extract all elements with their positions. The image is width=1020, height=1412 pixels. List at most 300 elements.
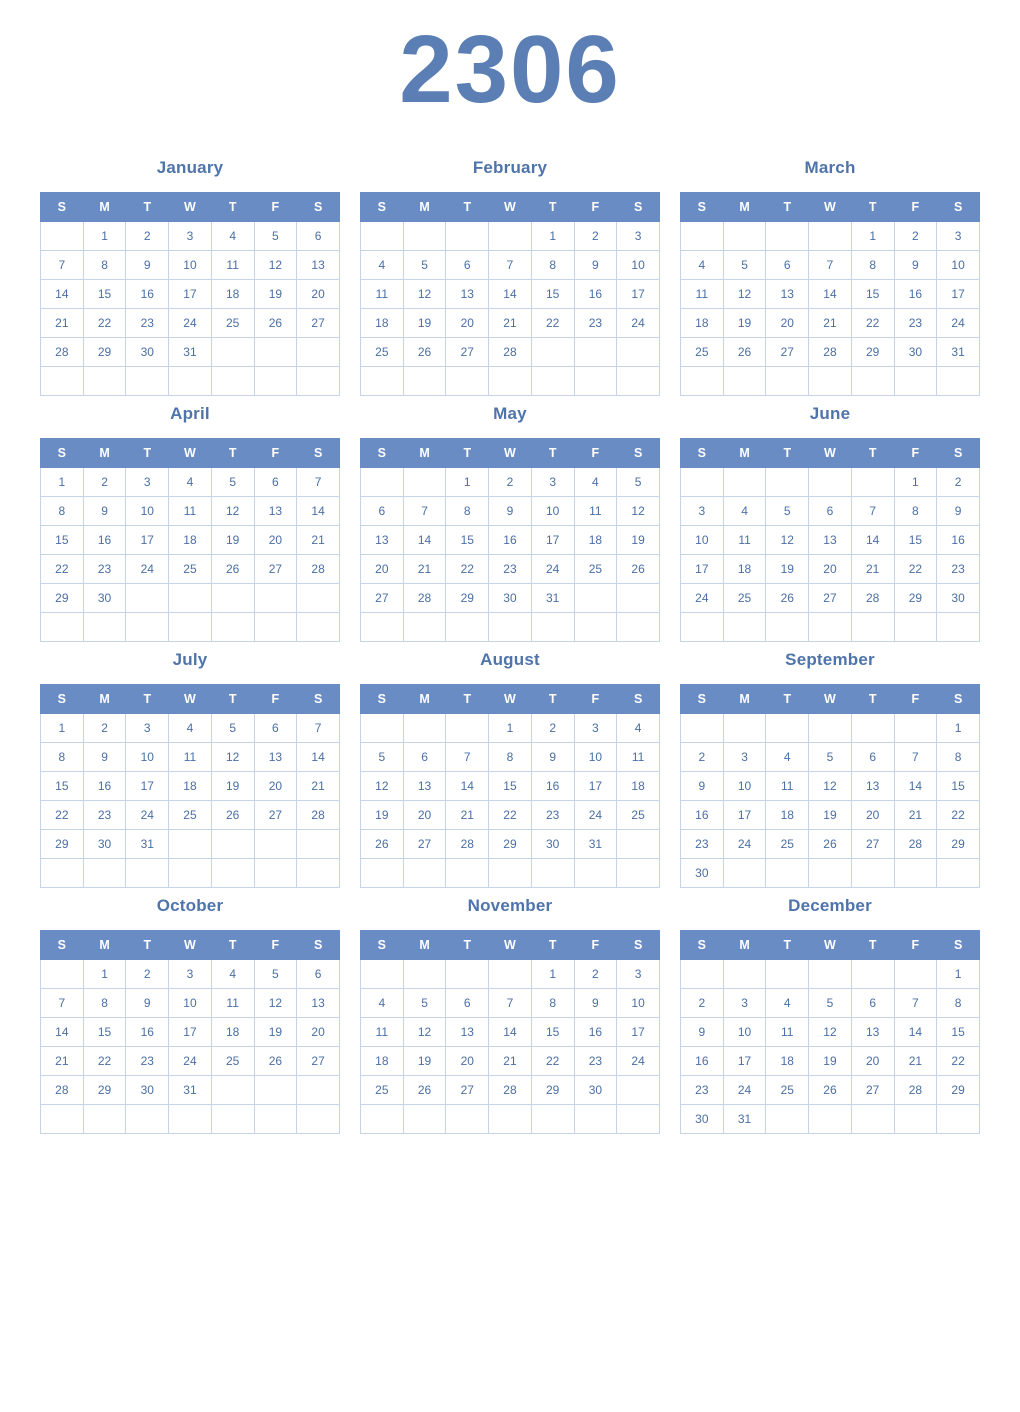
day-cell[interactable]: 16 [531,772,574,801]
day-cell[interactable]: 13 [446,280,489,309]
day-cell[interactable]: 22 [446,555,489,584]
day-cell[interactable]: 10 [617,251,660,280]
day-cell[interactable]: 21 [41,1047,84,1076]
day-cell[interactable]: 11 [169,497,212,526]
day-cell[interactable]: 25 [617,801,660,830]
day-cell[interactable]: 1 [41,714,84,743]
day-cell[interactable]: 11 [574,497,617,526]
day-cell[interactable]: 16 [574,280,617,309]
day-cell[interactable]: 28 [809,338,852,367]
day-cell[interactable]: 29 [446,584,489,613]
day-cell[interactable]: 30 [531,830,574,859]
day-cell[interactable]: 23 [574,1047,617,1076]
day-cell[interactable]: 13 [254,743,297,772]
day-cell[interactable]: 20 [297,280,340,309]
day-cell[interactable]: 15 [531,1018,574,1047]
day-cell[interactable]: 8 [41,497,84,526]
day-cell[interactable]: 7 [489,989,532,1018]
day-cell[interactable]: 30 [681,859,724,888]
day-cell[interactable]: 3 [617,960,660,989]
day-cell[interactable]: 13 [297,251,340,280]
day-cell[interactable]: 10 [126,497,169,526]
day-cell[interactable]: 6 [297,222,340,251]
day-cell[interactable]: 21 [297,526,340,555]
day-cell[interactable]: 20 [446,1047,489,1076]
day-cell[interactable]: 30 [126,1076,169,1105]
day-cell[interactable]: 26 [809,830,852,859]
day-cell[interactable]: 16 [489,526,532,555]
day-cell[interactable]: 29 [937,1076,980,1105]
day-cell[interactable]: 4 [766,989,809,1018]
day-cell[interactable]: 3 [723,743,766,772]
day-cell[interactable]: 6 [254,714,297,743]
day-cell[interactable]: 21 [851,555,894,584]
day-cell[interactable]: 5 [809,989,852,1018]
day-cell[interactable]: 27 [254,801,297,830]
day-cell[interactable]: 14 [41,1018,84,1047]
day-cell[interactable]: 20 [297,1018,340,1047]
day-cell[interactable]: 7 [809,251,852,280]
day-cell[interactable]: 5 [766,497,809,526]
day-cell[interactable]: 7 [297,714,340,743]
day-cell[interactable]: 19 [361,801,404,830]
day-cell[interactable]: 23 [531,801,574,830]
day-cell[interactable]: 26 [403,1076,446,1105]
day-cell[interactable]: 10 [169,989,212,1018]
day-cell[interactable]: 28 [403,584,446,613]
day-cell[interactable]: 25 [766,830,809,859]
day-cell[interactable]: 17 [617,280,660,309]
day-cell[interactable]: 27 [403,830,446,859]
day-cell[interactable]: 26 [211,801,254,830]
day-cell[interactable]: 17 [681,555,724,584]
day-cell[interactable]: 27 [297,1047,340,1076]
day-cell[interactable]: 14 [809,280,852,309]
day-cell[interactable]: 10 [574,743,617,772]
day-cell[interactable]: 19 [403,309,446,338]
day-cell[interactable]: 19 [723,309,766,338]
day-cell[interactable]: 24 [723,830,766,859]
day-cell[interactable]: 30 [489,584,532,613]
day-cell[interactable]: 12 [723,280,766,309]
day-cell[interactable]: 8 [83,989,126,1018]
day-cell[interactable]: 17 [169,280,212,309]
day-cell[interactable]: 9 [126,989,169,1018]
day-cell[interactable]: 18 [211,1018,254,1047]
day-cell[interactable]: 17 [126,772,169,801]
day-cell[interactable]: 1 [851,222,894,251]
day-cell[interactable]: 4 [169,468,212,497]
day-cell[interactable]: 11 [766,772,809,801]
day-cell[interactable]: 6 [297,960,340,989]
day-cell[interactable]: 8 [446,497,489,526]
day-cell[interactable]: 2 [681,743,724,772]
day-cell[interactable]: 20 [361,555,404,584]
day-cell[interactable]: 29 [851,338,894,367]
day-cell[interactable]: 25 [574,555,617,584]
day-cell[interactable]: 14 [446,772,489,801]
day-cell[interactable]: 23 [83,801,126,830]
day-cell[interactable]: 3 [723,989,766,1018]
day-cell[interactable]: 12 [809,772,852,801]
day-cell[interactable]: 26 [403,338,446,367]
day-cell[interactable]: 18 [723,555,766,584]
day-cell[interactable]: 1 [937,960,980,989]
day-cell[interactable]: 17 [126,526,169,555]
day-cell[interactable]: 14 [894,1018,937,1047]
day-cell[interactable]: 8 [851,251,894,280]
day-cell[interactable]: 1 [894,468,937,497]
day-cell[interactable]: 21 [41,309,84,338]
day-cell[interactable]: 12 [211,497,254,526]
day-cell[interactable]: 5 [211,468,254,497]
day-cell[interactable]: 4 [361,989,404,1018]
day-cell[interactable]: 3 [617,222,660,251]
day-cell[interactable]: 23 [894,309,937,338]
day-cell[interactable]: 18 [574,526,617,555]
day-cell[interactable]: 5 [254,960,297,989]
day-cell[interactable]: 27 [254,555,297,584]
day-cell[interactable]: 26 [254,1047,297,1076]
day-cell[interactable]: 20 [403,801,446,830]
day-cell[interactable]: 14 [489,280,532,309]
day-cell[interactable]: 14 [297,743,340,772]
day-cell[interactable]: 24 [126,555,169,584]
day-cell[interactable]: 22 [531,309,574,338]
day-cell[interactable]: 16 [126,280,169,309]
day-cell[interactable]: 4 [681,251,724,280]
day-cell[interactable]: 6 [809,497,852,526]
day-cell[interactable]: 5 [403,251,446,280]
day-cell[interactable]: 9 [894,251,937,280]
day-cell[interactable]: 19 [254,280,297,309]
day-cell[interactable]: 3 [126,468,169,497]
day-cell[interactable]: 18 [617,772,660,801]
day-cell[interactable]: 2 [126,960,169,989]
day-cell[interactable]: 30 [83,584,126,613]
day-cell[interactable]: 3 [574,714,617,743]
day-cell[interactable]: 4 [617,714,660,743]
day-cell[interactable]: 8 [41,743,84,772]
day-cell[interactable]: 21 [809,309,852,338]
day-cell[interactable]: 24 [531,555,574,584]
day-cell[interactable]: 30 [83,830,126,859]
day-cell[interactable]: 18 [766,1047,809,1076]
day-cell[interactable]: 6 [254,468,297,497]
day-cell[interactable]: 23 [681,830,724,859]
day-cell[interactable]: 29 [937,830,980,859]
day-cell[interactable]: 8 [489,743,532,772]
day-cell[interactable]: 1 [83,222,126,251]
day-cell[interactable]: 1 [446,468,489,497]
day-cell[interactable]: 1 [41,468,84,497]
day-cell[interactable]: 1 [937,714,980,743]
day-cell[interactable]: 29 [83,1076,126,1105]
day-cell[interactable]: 28 [489,338,532,367]
day-cell[interactable]: 10 [617,989,660,1018]
day-cell[interactable]: 30 [681,1105,724,1134]
day-cell[interactable]: 15 [41,526,84,555]
day-cell[interactable]: 9 [83,497,126,526]
day-cell[interactable]: 10 [723,1018,766,1047]
day-cell[interactable]: 15 [894,526,937,555]
day-cell[interactable]: 7 [297,468,340,497]
day-cell[interactable]: 11 [361,280,404,309]
day-cell[interactable]: 9 [574,251,617,280]
day-cell[interactable]: 9 [489,497,532,526]
day-cell[interactable]: 14 [894,772,937,801]
day-cell[interactable]: 8 [937,743,980,772]
day-cell[interactable]: 13 [403,772,446,801]
day-cell[interactable]: 10 [126,743,169,772]
day-cell[interactable]: 29 [83,338,126,367]
day-cell[interactable]: 3 [681,497,724,526]
day-cell[interactable]: 19 [617,526,660,555]
day-cell[interactable]: 2 [894,222,937,251]
day-cell[interactable]: 20 [809,555,852,584]
day-cell[interactable]: 17 [574,772,617,801]
day-cell[interactable]: 26 [723,338,766,367]
day-cell[interactable]: 2 [83,468,126,497]
day-cell[interactable]: 22 [851,309,894,338]
day-cell[interactable]: 21 [894,1047,937,1076]
day-cell[interactable]: 23 [489,555,532,584]
day-cell[interactable]: 2 [574,222,617,251]
day-cell[interactable]: 28 [894,830,937,859]
day-cell[interactable]: 19 [809,1047,852,1076]
day-cell[interactable]: 12 [403,280,446,309]
day-cell[interactable]: 21 [894,801,937,830]
day-cell[interactable]: 24 [681,584,724,613]
day-cell[interactable]: 27 [851,830,894,859]
day-cell[interactable]: 13 [809,526,852,555]
day-cell[interactable]: 5 [211,714,254,743]
day-cell[interactable]: 15 [41,772,84,801]
day-cell[interactable]: 15 [937,772,980,801]
day-cell[interactable]: 26 [211,555,254,584]
day-cell[interactable]: 12 [254,251,297,280]
day-cell[interactable]: 9 [83,743,126,772]
day-cell[interactable]: 18 [169,772,212,801]
day-cell[interactable]: 14 [851,526,894,555]
day-cell[interactable]: 6 [851,743,894,772]
day-cell[interactable]: 10 [531,497,574,526]
day-cell[interactable]: 21 [446,801,489,830]
day-cell[interactable]: 21 [403,555,446,584]
day-cell[interactable]: 31 [574,830,617,859]
day-cell[interactable]: 26 [809,1076,852,1105]
day-cell[interactable]: 25 [169,801,212,830]
day-cell[interactable]: 11 [361,1018,404,1047]
day-cell[interactable]: 13 [361,526,404,555]
day-cell[interactable]: 31 [937,338,980,367]
day-cell[interactable]: 4 [211,960,254,989]
day-cell[interactable]: 12 [403,1018,446,1047]
day-cell[interactable]: 20 [766,309,809,338]
day-cell[interactable]: 7 [851,497,894,526]
day-cell[interactable]: 10 [937,251,980,280]
day-cell[interactable]: 18 [361,309,404,338]
day-cell[interactable]: 28 [41,338,84,367]
day-cell[interactable]: 24 [169,309,212,338]
day-cell[interactable]: 4 [169,714,212,743]
day-cell[interactable]: 3 [126,714,169,743]
day-cell[interactable]: 7 [894,989,937,1018]
day-cell[interactable]: 18 [766,801,809,830]
day-cell[interactable]: 10 [681,526,724,555]
day-cell[interactable]: 16 [83,526,126,555]
day-cell[interactable]: 19 [766,555,809,584]
day-cell[interactable]: 19 [211,772,254,801]
day-cell[interactable]: 22 [489,801,532,830]
day-cell[interactable]: 1 [489,714,532,743]
day-cell[interactable]: 11 [169,743,212,772]
day-cell[interactable]: 1 [531,222,574,251]
day-cell[interactable]: 17 [617,1018,660,1047]
day-cell[interactable]: 22 [41,555,84,584]
day-cell[interactable]: 5 [809,743,852,772]
day-cell[interactable]: 23 [681,1076,724,1105]
day-cell[interactable]: 17 [531,526,574,555]
day-cell[interactable]: 27 [766,338,809,367]
day-cell[interactable]: 7 [489,251,532,280]
day-cell[interactable]: 30 [574,1076,617,1105]
day-cell[interactable]: 11 [211,989,254,1018]
day-cell[interactable]: 28 [41,1076,84,1105]
day-cell[interactable]: 9 [681,772,724,801]
day-cell[interactable]: 7 [403,497,446,526]
day-cell[interactable]: 8 [531,989,574,1018]
day-cell[interactable]: 3 [531,468,574,497]
day-cell[interactable]: 4 [211,222,254,251]
day-cell[interactable]: 19 [403,1047,446,1076]
day-cell[interactable]: 11 [766,1018,809,1047]
day-cell[interactable]: 11 [723,526,766,555]
day-cell[interactable]: 17 [169,1018,212,1047]
day-cell[interactable]: 24 [126,801,169,830]
day-cell[interactable]: 15 [446,526,489,555]
day-cell[interactable]: 14 [403,526,446,555]
day-cell[interactable]: 16 [681,801,724,830]
day-cell[interactable]: 29 [41,584,84,613]
day-cell[interactable]: 14 [297,497,340,526]
day-cell[interactable]: 27 [851,1076,894,1105]
day-cell[interactable]: 2 [574,960,617,989]
day-cell[interactable]: 7 [41,989,84,1018]
day-cell[interactable]: 6 [446,989,489,1018]
day-cell[interactable]: 18 [169,526,212,555]
day-cell[interactable]: 22 [83,1047,126,1076]
day-cell[interactable]: 11 [681,280,724,309]
day-cell[interactable]: 16 [83,772,126,801]
day-cell[interactable]: 18 [211,280,254,309]
day-cell[interactable]: 26 [617,555,660,584]
day-cell[interactable]: 6 [766,251,809,280]
day-cell[interactable]: 29 [531,1076,574,1105]
day-cell[interactable]: 20 [851,1047,894,1076]
day-cell[interactable]: 22 [531,1047,574,1076]
day-cell[interactable]: 5 [617,468,660,497]
day-cell[interactable]: 28 [894,1076,937,1105]
day-cell[interactable]: 1 [531,960,574,989]
day-cell[interactable]: 16 [681,1047,724,1076]
day-cell[interactable]: 26 [361,830,404,859]
day-cell[interactable]: 26 [254,309,297,338]
day-cell[interactable]: 27 [446,338,489,367]
day-cell[interactable]: 27 [361,584,404,613]
day-cell[interactable]: 31 [169,1076,212,1105]
day-cell[interactable]: 18 [681,309,724,338]
day-cell[interactable]: 7 [446,743,489,772]
day-cell[interactable]: 25 [169,555,212,584]
day-cell[interactable]: 28 [297,801,340,830]
day-cell[interactable]: 31 [169,338,212,367]
day-cell[interactable]: 29 [489,830,532,859]
day-cell[interactable]: 12 [254,989,297,1018]
day-cell[interactable]: 29 [894,584,937,613]
day-cell[interactable]: 25 [211,309,254,338]
day-cell[interactable]: 14 [489,1018,532,1047]
day-cell[interactable]: 20 [446,309,489,338]
day-cell[interactable]: 13 [766,280,809,309]
day-cell[interactable]: 18 [361,1047,404,1076]
day-cell[interactable]: 19 [211,526,254,555]
day-cell[interactable]: 5 [254,222,297,251]
day-cell[interactable]: 13 [297,989,340,1018]
day-cell[interactable]: 17 [723,801,766,830]
day-cell[interactable]: 5 [403,989,446,1018]
day-cell[interactable]: 15 [83,280,126,309]
day-cell[interactable]: 28 [489,1076,532,1105]
day-cell[interactable]: 11 [211,251,254,280]
day-cell[interactable]: 28 [851,584,894,613]
day-cell[interactable]: 12 [809,1018,852,1047]
day-cell[interactable]: 28 [446,830,489,859]
day-cell[interactable]: 12 [211,743,254,772]
day-cell[interactable]: 22 [937,801,980,830]
day-cell[interactable]: 15 [851,280,894,309]
day-cell[interactable]: 7 [41,251,84,280]
day-cell[interactable]: 25 [211,1047,254,1076]
day-cell[interactable]: 22 [83,309,126,338]
day-cell[interactable]: 25 [681,338,724,367]
day-cell[interactable]: 8 [894,497,937,526]
day-cell[interactable]: 24 [574,801,617,830]
day-cell[interactable]: 11 [617,743,660,772]
day-cell[interactable]: 10 [723,772,766,801]
day-cell[interactable]: 21 [489,1047,532,1076]
day-cell[interactable]: 20 [254,772,297,801]
day-cell[interactable]: 31 [126,830,169,859]
day-cell[interactable]: 2 [126,222,169,251]
day-cell[interactable]: 22 [894,555,937,584]
day-cell[interactable]: 13 [851,772,894,801]
day-cell[interactable]: 9 [681,1018,724,1047]
day-cell[interactable]: 7 [894,743,937,772]
day-cell[interactable]: 8 [531,251,574,280]
day-cell[interactable]: 12 [617,497,660,526]
day-cell[interactable]: 22 [41,801,84,830]
day-cell[interactable]: 3 [937,222,980,251]
day-cell[interactable]: 13 [446,1018,489,1047]
day-cell[interactable]: 25 [361,1076,404,1105]
day-cell[interactable]: 26 [766,584,809,613]
day-cell[interactable]: 23 [937,555,980,584]
day-cell[interactable]: 17 [723,1047,766,1076]
day-cell[interactable]: 23 [83,555,126,584]
day-cell[interactable]: 27 [297,309,340,338]
day-cell[interactable]: 24 [169,1047,212,1076]
